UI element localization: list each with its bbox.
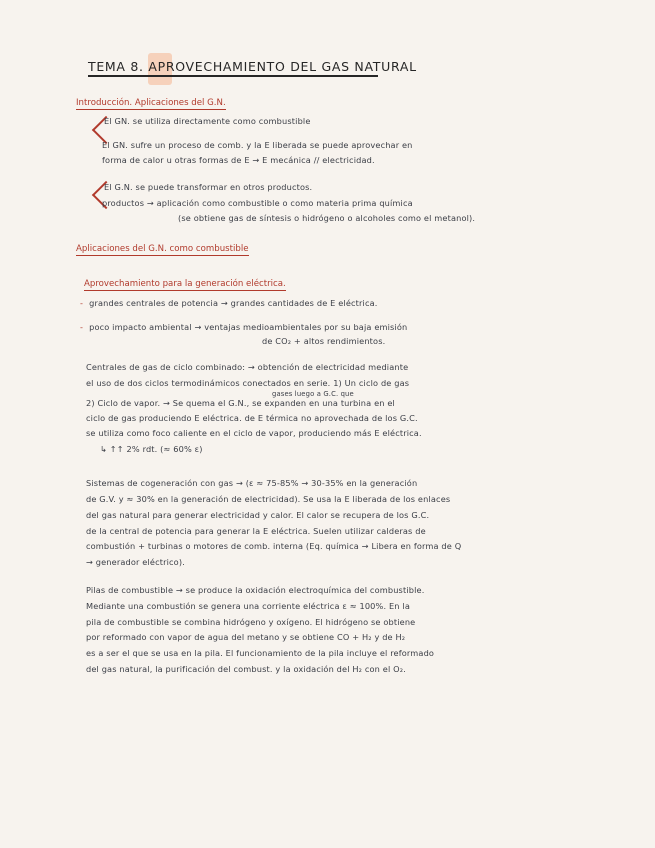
- bullet-text: grandes centrales de potencia → grandes cantidades de E eléctrica.: [89, 298, 378, 308]
- text-line: Sistemas de cogeneración con gas → (ε ≈ 75-85% → 30-35% en la generación: [86, 478, 418, 488]
- text-line: → generador eléctrico).: [86, 557, 185, 567]
- text-line: del gas natural, la purificación del combust. y la oxidación del H₂ con el O₂.: [86, 664, 406, 674]
- text-line: (se obtiene gas de síntesis o hidrógeno o alcoholes como el metanol).: [178, 213, 476, 223]
- text-line: El G.N. se puede transformar en otros productos.: [104, 182, 313, 192]
- text-line-content: El GN. se utiliza directamente como combustible: [104, 116, 311, 126]
- text-line: 2) Ciclo de vapor. → Se quema el G.N., se expanden en una turbina en el: [86, 398, 395, 408]
- text-line: por reformado con vapor de agua del metano y se obtiene CO + H₂ y de H₂: [86, 632, 406, 642]
- text-line: combustión + turbinas o motores de comb. interna (Eq. química → Libera en forma de Q: [86, 541, 462, 551]
- bullet-line: [80, 322, 407, 332]
- annotation-above: gases luego a G.C. que: [272, 390, 354, 398]
- dash-bullet: -: [80, 322, 84, 332]
- dash-bullet: -: [80, 298, 84, 308]
- text-line: ciclo de gas produciendo E eléctrica. de E térmica no aprovechada de los G.C.: [86, 413, 418, 423]
- text-line: es a ser el que se usa en la pila. El funcionamiento de la pila incluye el reformado: [86, 648, 435, 658]
- text-line: de CO₂ + altos rendimientos.: [262, 336, 386, 346]
- text-line: el uso de dos ciclos termodinámicos conectados en serie. 1) Un ciclo de gas: [86, 378, 410, 388]
- section-heading-aprovechamiento: Aprovechamiento para la generación eléctrica.: [84, 279, 286, 289]
- text-line: productos → aplicación como combustible o como materia prima química: [102, 198, 413, 208]
- title-underline: [88, 75, 378, 77]
- text-line: ↳ ↑↑ 2% rdt. (≈ 60% ε): [100, 444, 203, 454]
- text-line: forma de calor u otras formas de E → E mecánica // electricidad.: [102, 155, 375, 165]
- section-heading-aplicaciones: Aplicaciones del G.N. como combustible: [76, 244, 249, 254]
- text-line: se utiliza como foco caliente en el ciclo de vapor, produciendo más E eléctrica.: [86, 428, 422, 438]
- text-line: del gas natural para generar electricidad y calor. El calor se recupera de los G.C.: [86, 510, 430, 520]
- text-line: pila de combustible se combina hidrógeno y oxígeno. El hidrógeno se obtiene: [86, 617, 416, 627]
- bullet-line: [80, 298, 378, 308]
- section-heading-intro: Introducción. Aplicaciones del G.N.: [76, 98, 226, 108]
- bullet-text: poco impacto ambiental → ventajas medioambientales por su baja emisión: [89, 322, 408, 332]
- text-line: [104, 116, 311, 126]
- text-line: El GN. sufre un proceso de comb. y la E liberada se puede aprovechar en: [102, 140, 413, 150]
- page-title-text: TEMA 8. APROVECHAMIENTO DEL GAS NATURAL: [88, 59, 417, 74]
- page-title: [88, 59, 417, 74]
- title-block: [88, 56, 417, 75]
- text-line: de G.V. y ≈ 30% en la generación de electricidad). Se usa la E liberada de los enlaces: [86, 494, 451, 504]
- text-line: Pilas de combustible → se produce la oxidación electroquímica del combustible.: [86, 585, 425, 595]
- text-line: de la central de potencia para generar la E eléctrica. Suelen utilizar calderas de: [86, 526, 426, 536]
- text-line: Mediante una combustión se genera una corriente eléctrica ε ≈ 100%. En la: [86, 601, 410, 611]
- text-line: Centrales de gas de ciclo combinado: → obtención de electricidad mediante: [86, 362, 409, 372]
